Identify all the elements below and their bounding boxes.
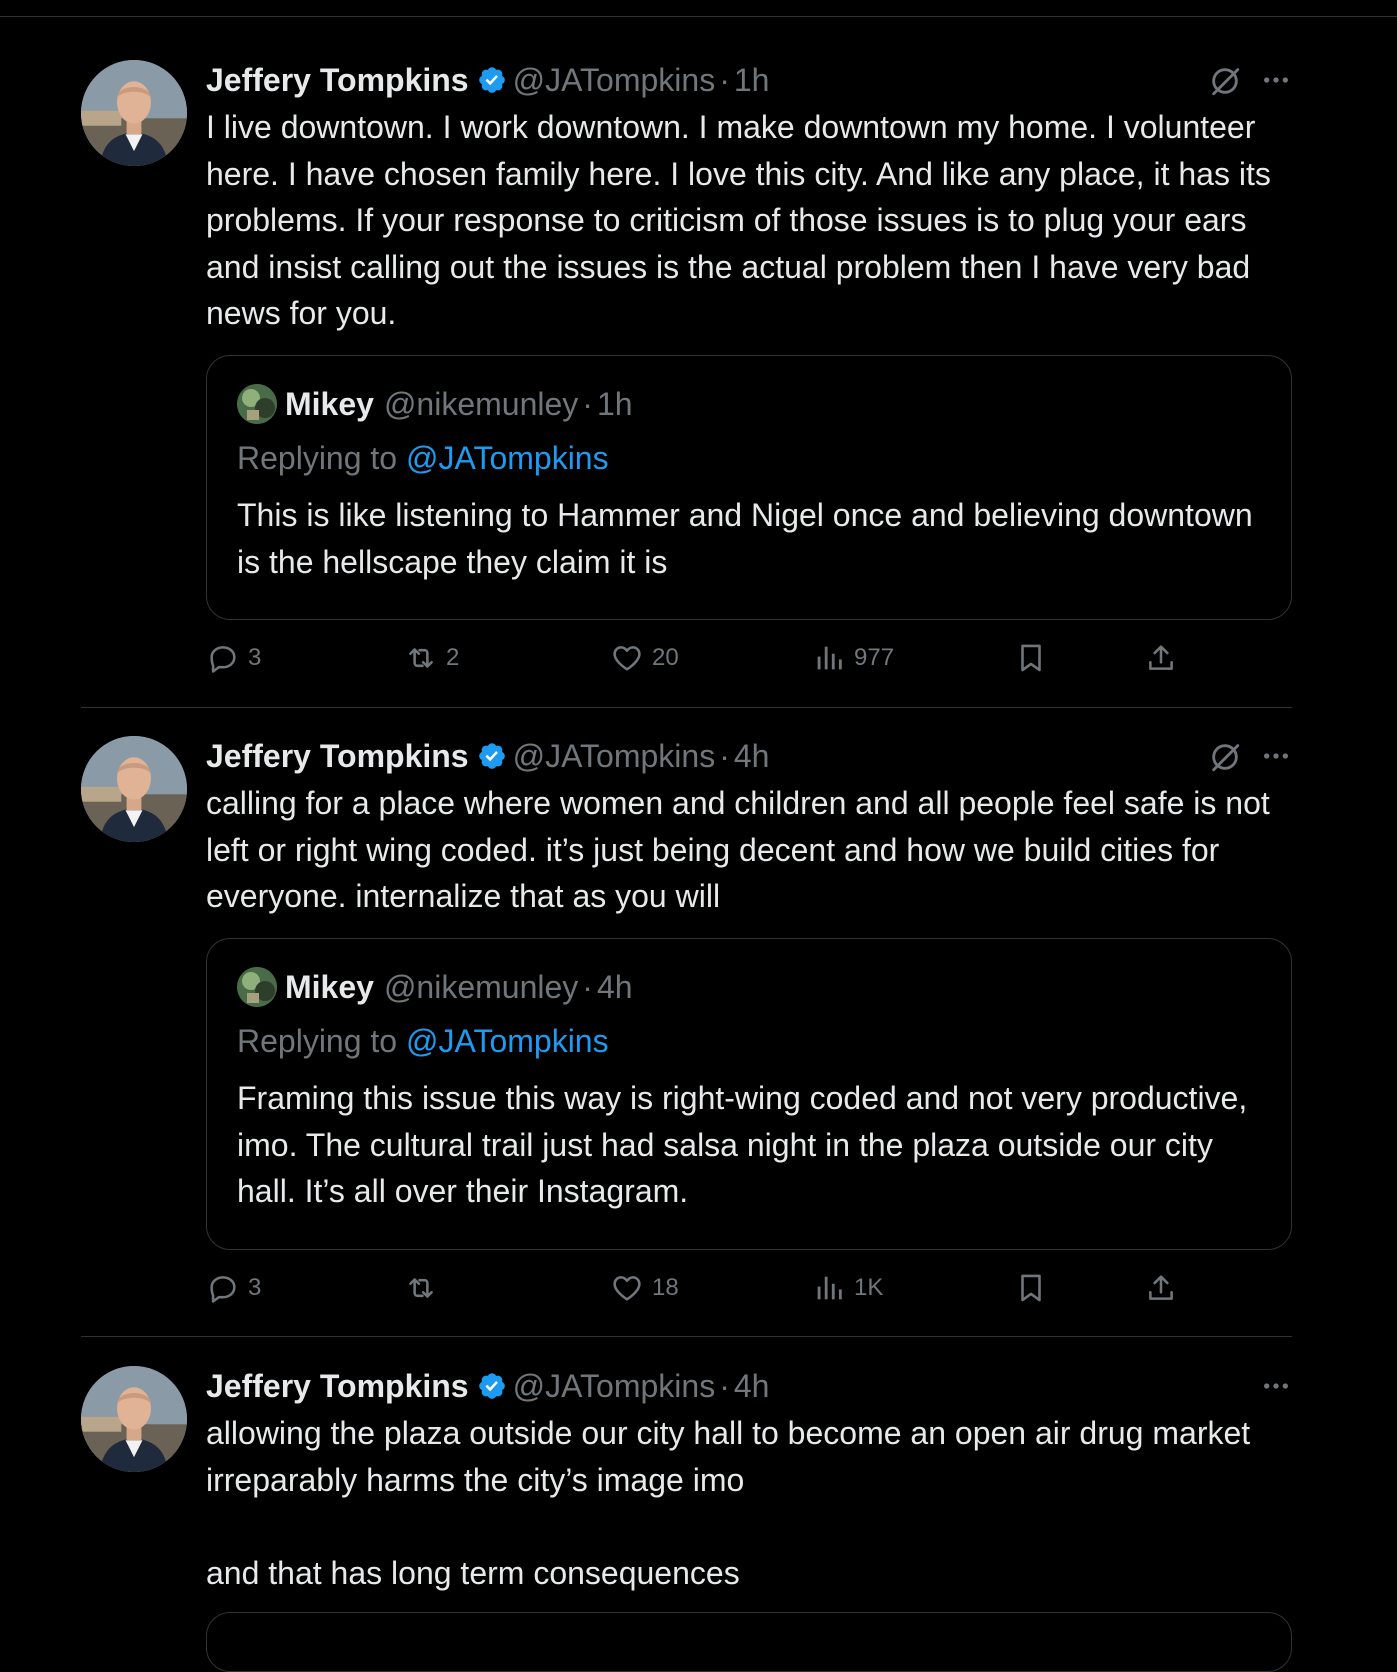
quote-time: 1h bbox=[596, 385, 633, 422]
bookmark-button[interactable] bbox=[1014, 638, 1056, 678]
more-icon[interactable] bbox=[1260, 64, 1292, 96]
view-count: 1K bbox=[854, 1274, 884, 1301]
quote-avatar bbox=[237, 967, 277, 1007]
separator-dot: · bbox=[719, 737, 730, 774]
view-count: 977 bbox=[854, 644, 895, 671]
repost-icon bbox=[404, 641, 438, 675]
replying-to bbox=[237, 1023, 609, 1060]
tweet-text: I live downtown. I work downtown. I make downtown my home. I volunteer here. I have chosen family here. I love this city. And like any place, it has its problems. If your response to criticism of those issues is to plug your ears and insist calling out the issues is the actual problem then I have very bad news for you. bbox=[206, 109, 1280, 331]
tweet-divider bbox=[81, 707, 1292, 708]
like-count: 20 bbox=[652, 644, 679, 671]
like-button[interactable] bbox=[610, 638, 679, 678]
verified-badge-icon[interactable] bbox=[477, 1371, 507, 1401]
verified-badge-icon[interactable] bbox=[477, 65, 507, 95]
more-icon[interactable] bbox=[1260, 740, 1292, 772]
tweet-text: allowing the plaza outside our city hall to become an open air drug market irreparably harms the city’s image imo and that has long term consequences bbox=[206, 1415, 1251, 1591]
quote-header bbox=[237, 967, 633, 1007]
quote-text: This is like listening to Hammer and Nigel once and believing downtown is the hellscape they claim it is bbox=[237, 497, 1253, 580]
share-icon bbox=[1144, 1271, 1178, 1305]
repost-icon bbox=[404, 1271, 438, 1305]
reply-count: 3 bbox=[248, 1274, 262, 1301]
repost-button[interactable] bbox=[404, 638, 459, 678]
quoted-tweet[interactable] bbox=[206, 938, 1292, 1250]
top-divider bbox=[0, 16, 1397, 17]
bookmark-icon bbox=[1014, 641, 1048, 675]
bookmark-button[interactable] bbox=[1014, 1268, 1056, 1308]
replying-prefix: Replying to bbox=[237, 1023, 406, 1059]
share-icon bbox=[1144, 641, 1178, 675]
action-bar bbox=[206, 638, 1296, 678]
tweet[interactable] bbox=[0, 1366, 1397, 1644]
separator-dot: · bbox=[582, 968, 593, 1005]
reply-icon bbox=[206, 641, 240, 675]
views-button[interactable] bbox=[812, 1268, 883, 1308]
like-count: 18 bbox=[652, 1274, 679, 1301]
quote-author-handle: @nikemunley bbox=[383, 968, 579, 1005]
like-icon bbox=[610, 641, 644, 675]
reply-icon bbox=[206, 1271, 240, 1305]
quote-header bbox=[237, 384, 633, 424]
quote-text: Framing this issue this way is right-wing coded and not very productive, imo. The cultural trail just had salsa night in the plaza outside our city hall. It’s all over their Instagram. bbox=[237, 1080, 1248, 1209]
reply-count: 3 bbox=[248, 644, 262, 671]
tweet-text: calling for a place where women and children and all people feel safe is not left or right wing coded. it’s just being decent and how we build cities for everyone. internalize that as you will bbox=[206, 785, 1279, 914]
author-name[interactable]: Jeffery Tompkins bbox=[206, 61, 469, 98]
more-icon[interactable] bbox=[1260, 1370, 1292, 1402]
reply-button[interactable] bbox=[206, 638, 261, 678]
tweet[interactable] bbox=[0, 736, 1397, 1326]
like-button[interactable] bbox=[610, 1268, 679, 1308]
replying-prefix: Replying to bbox=[237, 440, 406, 476]
views-button[interactable] bbox=[812, 638, 894, 678]
quoted-tweet[interactable] bbox=[206, 355, 1292, 620]
tweet-time[interactable]: 4h bbox=[733, 1367, 770, 1404]
author-name[interactable]: Jeffery Tompkins bbox=[206, 1367, 469, 1404]
quote-author-handle: @nikemunley bbox=[383, 385, 579, 422]
author-name[interactable]: Jeffery Tompkins bbox=[206, 737, 469, 774]
tweet-time[interactable]: 4h bbox=[733, 737, 770, 774]
author-handle[interactable]: @JATompkins bbox=[512, 737, 716, 774]
share-button[interactable] bbox=[1144, 1268, 1186, 1308]
grok-icon[interactable] bbox=[1208, 740, 1242, 774]
tweet-header bbox=[206, 1366, 769, 1406]
author-avatar[interactable] bbox=[81, 736, 187, 842]
quoted-tweet[interactable] bbox=[206, 1612, 1292, 1672]
replying-mention[interactable]: @JATompkins bbox=[405, 1023, 609, 1059]
tweet[interactable] bbox=[0, 60, 1397, 700]
author-handle[interactable]: @JATompkins bbox=[512, 1367, 716, 1404]
separator-dot: · bbox=[582, 385, 593, 422]
separator-dot: · bbox=[719, 61, 730, 98]
share-button[interactable] bbox=[1144, 638, 1186, 678]
author-avatar[interactable] bbox=[81, 60, 187, 166]
replying-to bbox=[237, 440, 609, 477]
tweet-time[interactable]: 1h bbox=[733, 61, 770, 98]
action-bar bbox=[206, 1268, 1296, 1308]
quote-time: 4h bbox=[596, 968, 633, 1005]
grok-icon[interactable] bbox=[1208, 64, 1242, 98]
author-avatar[interactable] bbox=[81, 1366, 187, 1472]
tweet-header bbox=[206, 60, 769, 100]
author-handle[interactable]: @JATompkins bbox=[512, 61, 716, 98]
separator-dot: · bbox=[719, 1367, 730, 1404]
repost-count: 2 bbox=[446, 644, 460, 671]
quote-author-name: Mikey bbox=[285, 385, 374, 422]
tweet-divider bbox=[81, 1336, 1292, 1337]
quote-avatar bbox=[237, 384, 277, 424]
views-icon bbox=[812, 1271, 846, 1305]
quote-author-name: Mikey bbox=[285, 968, 374, 1005]
repost-button[interactable] bbox=[404, 1268, 446, 1308]
reply-button[interactable] bbox=[206, 1268, 261, 1308]
like-icon bbox=[610, 1271, 644, 1305]
tweet-header bbox=[206, 736, 769, 776]
views-icon bbox=[812, 641, 846, 675]
verified-badge-icon[interactable] bbox=[477, 741, 507, 771]
bookmark-icon bbox=[1014, 1271, 1048, 1305]
replying-mention[interactable]: @JATompkins bbox=[405, 440, 609, 476]
